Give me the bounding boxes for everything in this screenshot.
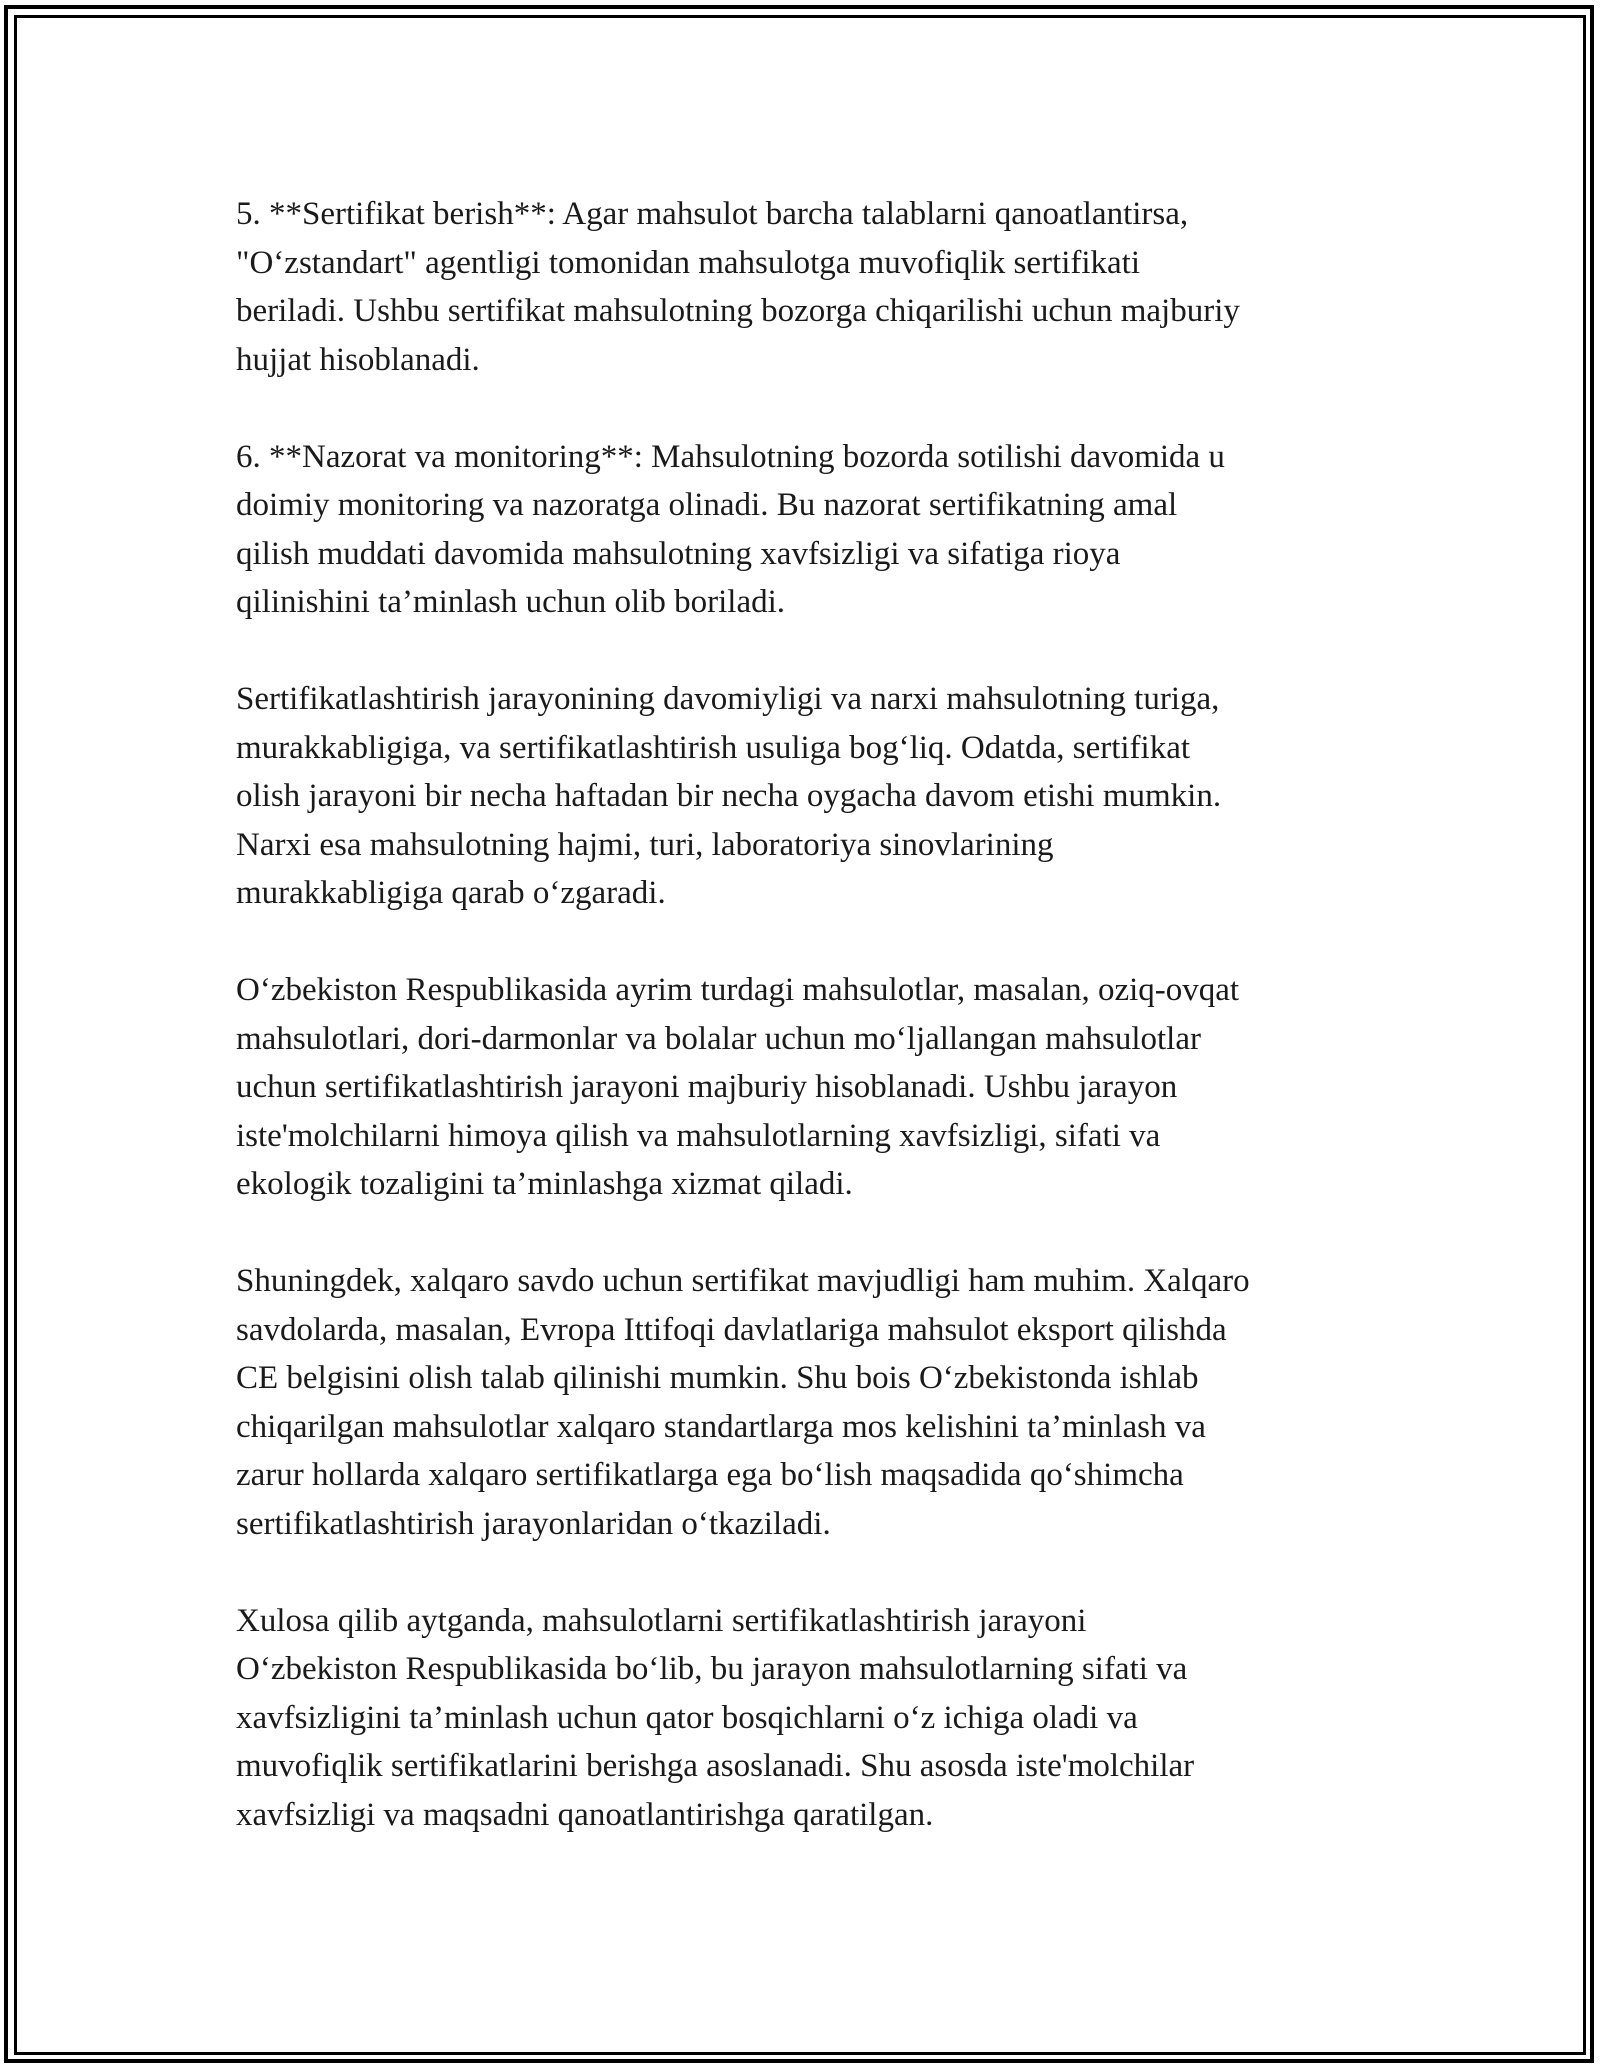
text-line: CE belgisini olish talab qilinishi mumkin. Shu bois O‘zbekistonda ishlab	[236, 1360, 1199, 1396]
text-line: xavfsizligini ta’minlash uchun qator bosqichlarni o‘z ichiga oladi va	[236, 1699, 1138, 1736]
paragraph-davomiylik-narx	[236, 675, 1366, 918]
text-line: mahsulotlari, dori-darmonlar va bolalar uchun mo‘ljallangan mahsulotlar	[236, 1020, 1201, 1057]
text-line: ekologik tozaligini ta’minlashga xizmat qiladi.	[236, 1166, 853, 1202]
text-line: Xulosa qilib aytganda, mahsulotlarni sertifikatlashtirish jarayoni	[236, 1602, 1087, 1639]
text-line: zarur hollarda xalqaro sertifikatlarga ega bo‘lish maqsadida qo‘shimcha	[236, 1457, 1184, 1493]
text-line: muvofiqlik sertifikatlarini berishga asoslanadi. Shu asosda iste'molchilar	[236, 1748, 1195, 1784]
text-line: beriladi. Ushbu sertifikat mahsulotning bozorga chiqarilishi uchun majburiy	[236, 293, 1240, 329]
text-line: murakkabligiga, va sertifikatlashtirish usuliga bog‘liq. Odatda, sertifikat	[236, 729, 1191, 766]
text-line: savdolarda, masalan, Evropa Ittifoqi davlatlariga mahsulot eksport qilishda	[236, 1311, 1227, 1348]
text-line: xavfsizligi va maqsadni qanoatlantirishga qaratilgan.	[236, 1796, 934, 1833]
text-line: qilish muddati davomida mahsulotning xavfsizligi va sifatiga rioya	[236, 535, 1121, 572]
text-line: sertifikatlashtirish jarayonlaridan o‘tkaziladi.	[236, 1505, 831, 1542]
document-body	[236, 190, 1366, 1888]
text-line: Sertifikatlashtirish jarayonining davomiyligi va narxi mahsulotning turiga,	[236, 681, 1220, 717]
text-line: O‘zbekiston Respublikasida ayrim turdagi mahsulotlar, masalan, oziq-ovqat	[236, 972, 1240, 1008]
paragraph-sertifikat-berish	[236, 190, 1366, 384]
paragraph-xulosa	[236, 1597, 1366, 1840]
paragraph-xalqaro-savdo	[236, 1257, 1366, 1548]
paragraph-nazorat-monitoring	[236, 433, 1366, 627]
text-line: hujjat hisoblanadi.	[236, 341, 480, 378]
text-line: olish jarayoni bir necha haftadan bir necha oygacha davom etishi mumkin.	[236, 778, 1222, 814]
paragraph-majburiy-mahsulotlar	[236, 966, 1366, 1209]
text-line: "O‘zstandart" agentligi tomonidan mahsulotga muvofiqlik sertifikati	[236, 244, 1141, 281]
text-line: murakkabligiga qarab o‘zgaradi.	[236, 875, 666, 911]
text-line: chiqarilgan mahsulotlar xalqaro standartlarga mos kelishini ta’minlash va	[236, 1408, 1206, 1445]
text-line: iste'molchilarni himoya qilish va mahsulotlarning xavfsizligi, sifati va	[236, 1117, 1161, 1154]
text-line: doimiy monitoring va nazoratga olinadi. Bu nazorat sertifikatning amal	[236, 487, 1178, 523]
text-line: uchun sertifikatlashtirish jarayoni majburiy hisoblanadi. Ushbu jarayon	[236, 1069, 1178, 1105]
text-line: Narxi esa mahsulotning hajmi, turi, laboratoriya sinovlarining	[236, 826, 1054, 863]
text-line: Shuningdek, xalqaro savdo uchun sertifikat mavjudligi ham muhim. Xalqaro	[236, 1263, 1250, 1299]
text-line: qilinishini ta’minlash uchun olib boriladi.	[236, 584, 786, 620]
text-line: 6. **Nazorat va monitoring**: Mahsulotning bozorda sotilishi davomida u	[236, 438, 1225, 475]
text-line: 5. **Sertifikat berish**: Agar mahsulot barcha talablarni qanoatlantirsa,	[236, 196, 1189, 232]
text-line: O‘zbekiston Respublikasida bo‘lib, bu jarayon mahsulotlarning sifati va	[236, 1651, 1188, 1687]
